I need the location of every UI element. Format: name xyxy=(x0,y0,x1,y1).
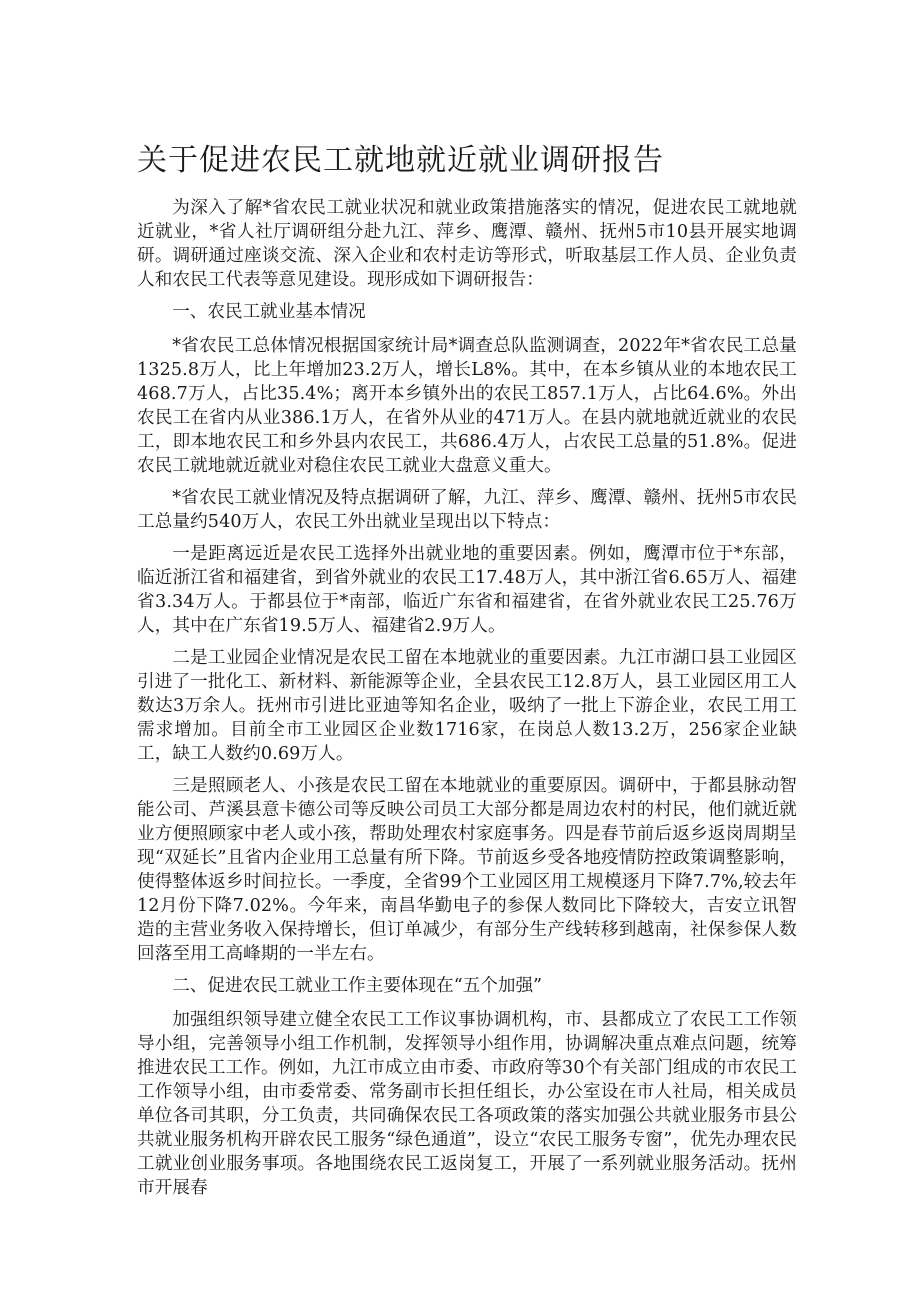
feature-industrial-park-paragraph: 二是工业园企业情况是农民工留在本地就业的重要因素。九江市湖口县工业园区引进了一批化工、新材料、新能源等企业，全县农民工12.8万人，县工业园区用工人数达3万余人。抚州市引进比亚迪等知名企业，吸纳了一批上下游企业，农民工用工需求增加。目前全市工业园区企业数1716家，在岗总人数13.2万，256家企业缺工，缺工人数约0.69万人。 xyxy=(137,648,797,764)
overall-situation-paragraph: *省农民工总体情况根据国家统计局*调查总队监测调查，2022年*省农民工总量1325.8万人，比上年增加23.2万人，增长L8%。其中，在本乡镇从业的本地农民工468.7万人，占比35.4%；离开本乡镇外出的农民工857.1万人，占比64.6%。外出农民工在省内从业386.1万人，在省外从业的471万人。在县内就地就近就业的农民工，即本地农民工和乡外县内农民工，共686.4万人，占农民工总量的51.8%。促进农民工就地就近就业对稳住农民工就业大盘意义重大。 xyxy=(137,336,797,476)
document-title: 关于促进农民工就地就近就业调研报告 xyxy=(137,143,664,178)
feature-distance-paragraph: 一是距离远近是农民工选择外出就业地的重要因素。例如，鹰潭市位于*东部，临近浙江省和福建省，到省外就业的农民工17.48万人，其中浙江省6.65万人、福建省3.34万人。于都县位于*南部，临近广东省和福建省，在省外就业农民工25.76万人，其中在广东省19.5万人、福建省2.9万人。 xyxy=(137,544,797,636)
employment-features-intro-paragraph: *省农民工就业情况及特点据调研了解，九江、萍乡、鹰潭、赣州、抚州5市农民工总量约540万人，农民工外出就业呈现出以下特点： xyxy=(137,488,797,532)
section-heading-five-strengthenings: 二、促进农民工就业工作主要体现在“五个加强” xyxy=(172,976,543,996)
strengthen-leadership-paragraph: 加强组织领导建立健全农民工工作议事协调机构，市、县都成立了农民工工作领导小组，完善领导小组工作机制，发挥领导小组作用，协调解决重点难点问题，统筹推进农民工工作。例如，九江市成立由市委、市政府等30个有关部门组成的市农民工工作领导小组，由市委常委、常务副市长担任组长，办公室设在市人社局，相关成员单位各司其职，分工负责，共同确保农民工各项政策的落实加强公共就业服务市县公共就业服务机构开辟农民工服务“绿色通道”，设立“农民工服务专窗”，优先办理农民工就业创业服务事项。各地围绕农民工返岗复工，开展了一系列就业服务活动。抚州市开展春 xyxy=(137,1010,797,1198)
feature-family-care-paragraph: 三是照顾老人、小孩是农民工留在本地就业的重要原因。调研中，于都县脉动智能公司、芦溪县意卡德公司等反映公司员工大部分都是周边农村的村民，他们就近就业方便照顾家中老人或小孩，帮助处理农村家庭事务。四是春节前后返乡返岗周期呈现“双延长”且省内企业用工总量有所下降。节前返乡受各地疫情防控政策调整影响，使得整体返乡时间拉长。一季度，全省99个工业园区用工规模逐月下降7.7%,较去年12月份下降7.02%。今年来，南昌华勤电子的参保人数同比下降较大，吉安立讯智造的主营业务收入保持增长，但订单减少，有部分生产线转移到越南，社保参保人数回落至用工高峰期的一半左右。 xyxy=(137,776,797,964)
section-heading-basic-situation: 一、农民工就业基本情况 xyxy=(172,302,366,322)
intro-paragraph: 为深入了解*省农民工就业状况和就业政策措施落实的情况，促进农民工就地就近就业，*省人社厅调研组分赴九江、萍乡、鹰潭、赣州、抚州5市10县开展实地调研。调研通过座谈交流、深入企业和农村走访等形式，听取基层工作人员、企业负责人和农民工代表等意见建设。现形成如下调研报告： xyxy=(137,198,797,290)
document-body xyxy=(137,196,797,1208)
